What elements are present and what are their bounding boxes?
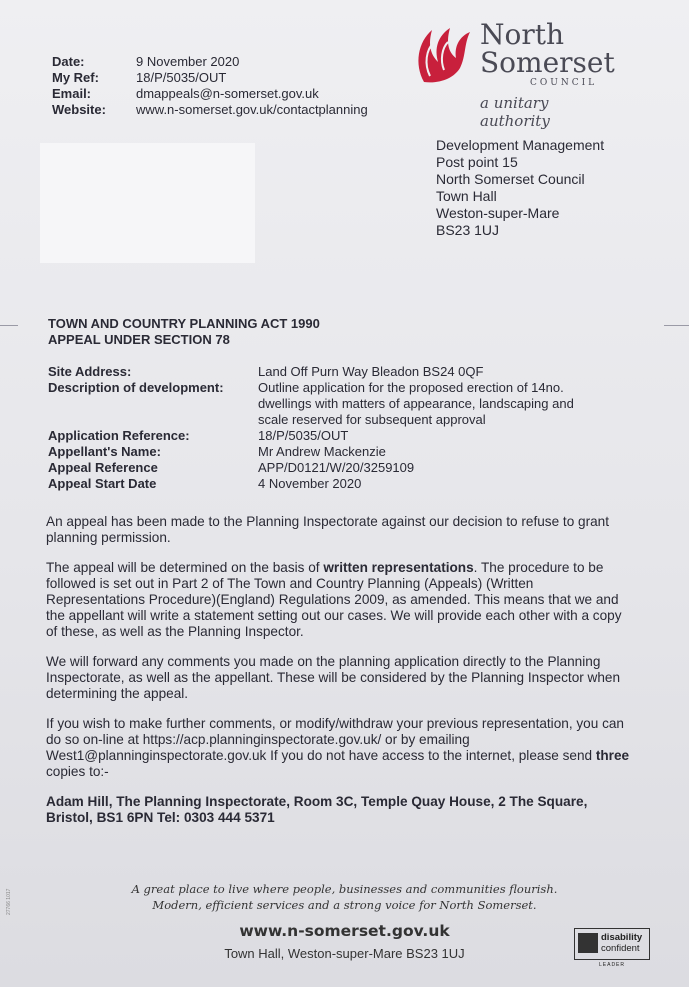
site-value: Land Off Purn Way Bleadon BS24 0QF	[258, 364, 484, 379]
application-ref-label: Application Reference:	[48, 428, 190, 443]
ref-value: 18/P/5035/OUT	[136, 70, 227, 85]
disability-confident-icon	[578, 933, 598, 953]
logo-tagline: a unitary authority	[480, 94, 550, 130]
address-line: Development Management	[436, 137, 605, 153]
address-line: North Somerset Council	[436, 171, 585, 187]
logo-north: North	[480, 18, 565, 51]
date-label: Date:	[52, 54, 85, 69]
emphasis-text: written representations	[323, 560, 474, 575]
site-label: Site Address:	[48, 364, 132, 379]
application-ref-value: 18/P/5035/OUT	[258, 428, 349, 443]
badge-line-1: disability	[601, 932, 643, 943]
description-line-3: scale reserved for subsequent approval	[258, 412, 486, 427]
redacted-recipient-address	[40, 143, 255, 263]
footer-website: www.n-somerset.gov.uk	[239, 922, 450, 940]
emphasis-text: three	[595, 748, 630, 763]
logo-council: COUNCIL	[530, 78, 598, 88]
paragraph-comments: We will forward any comments you made on the planning application directly to the Planning Inspectorate, as well as the appellant. These will be considered by the Planning Inspector when determining the appeal.	[46, 654, 621, 701]
sender-address	[436, 137, 604, 239]
address-line: Town Hall	[436, 188, 497, 204]
inspectorate-address: Adam Hill, The Planning Inspectorate, Room 3C, Temple Quay House, 2 The Square, Bristol, BS1 6PN Tel: 0303 444 5371	[46, 794, 588, 825]
ref-label: My Ref:	[52, 70, 99, 85]
logo-somerset: Somerset	[480, 46, 615, 79]
letter-meta	[52, 54, 368, 118]
address-line: Post point 15	[436, 154, 518, 170]
appellant-label: Appellant's Name:	[48, 444, 161, 459]
email-label: Email:	[52, 86, 92, 101]
act-heading	[48, 316, 320, 348]
description-line-2: dwellings with matters of appearance, landscaping and	[258, 396, 574, 411]
slogan-line-2: Modern, efficient services and a strong voice for North Somerset.	[152, 898, 537, 912]
paragraph-text: . The procedure to be followed is set out in Part 2 of The Town and Country Planning (Appeals) (Written Representations Procedure)(England) Regulations 2009, as amended. This means that we and the appellant will write a statement setting out our cases. We will provide each other with a copy of these, as well as the Planning Inspector.	[46, 560, 622, 639]
start-date-value: 4 November 2020	[258, 476, 362, 491]
footer-slogan	[0, 881, 689, 913]
website-value: www.n-somerset.gov.uk/contactplanning	[136, 102, 368, 117]
paragraph-further-comments	[46, 716, 636, 780]
paragraph-text: copies to:-	[46, 764, 109, 779]
website-label: Website:	[52, 102, 106, 117]
date-value: 9 November 2020	[136, 54, 240, 69]
appeal-ref-value: APP/D0121/W/20/3259109	[258, 460, 415, 475]
appeal-ref-label: Appeal Reference	[48, 460, 158, 475]
letter-body	[46, 514, 636, 840]
email-value: dmappeals@n-somerset.gov.uk	[136, 86, 319, 101]
description-label: Description of development:	[48, 380, 224, 395]
appeal-title: APPEAL UNDER SECTION 78	[48, 332, 230, 347]
fold-mark-right	[664, 325, 689, 326]
address-line: BS23 1UJ	[436, 222, 500, 238]
start-date-label: Appeal Start Date	[48, 476, 157, 491]
dragon-icon	[410, 20, 476, 86]
paragraph-appeal-made: An appeal has been made to the Planning Inspectorate against our decision to refuse to grant planning permission.	[46, 514, 610, 545]
paragraph-text: If you wish to make further comments, or modify/withdraw your previous representation, you can do so on-line at https://acp.planninginspectorate.gov.uk/ or by emailing West1@planninginspectorate.gov.uk If you do not have access to the internet, please send	[46, 716, 624, 763]
appellant-value: Mr Andrew Mackenzie	[258, 444, 386, 459]
address-line: Weston-super-Mare	[436, 205, 560, 221]
badge-line-2: confident	[601, 943, 640, 954]
slogan-line-1: A great place to live where people, businesses and communities flourish.	[131, 882, 558, 896]
description-line-1: Outline application for the proposed erection of 14no.	[258, 380, 564, 395]
act-title: TOWN AND COUNTRY PLANNING ACT 1990	[48, 316, 320, 331]
disability-confident-badge	[574, 928, 650, 968]
fold-mark-left	[0, 325, 18, 326]
council-logo	[410, 14, 620, 130]
footer-address: Town Hall, Weston-super-Mare BS23 1UJ	[224, 946, 465, 961]
paragraph-text: The appeal will be determined on the basis of	[46, 560, 324, 575]
appeal-details	[48, 364, 648, 492]
paragraph-procedure	[46, 560, 636, 640]
print-code: 27766 1017	[6, 888, 12, 915]
badge-line-3: LEADER	[599, 962, 626, 968]
